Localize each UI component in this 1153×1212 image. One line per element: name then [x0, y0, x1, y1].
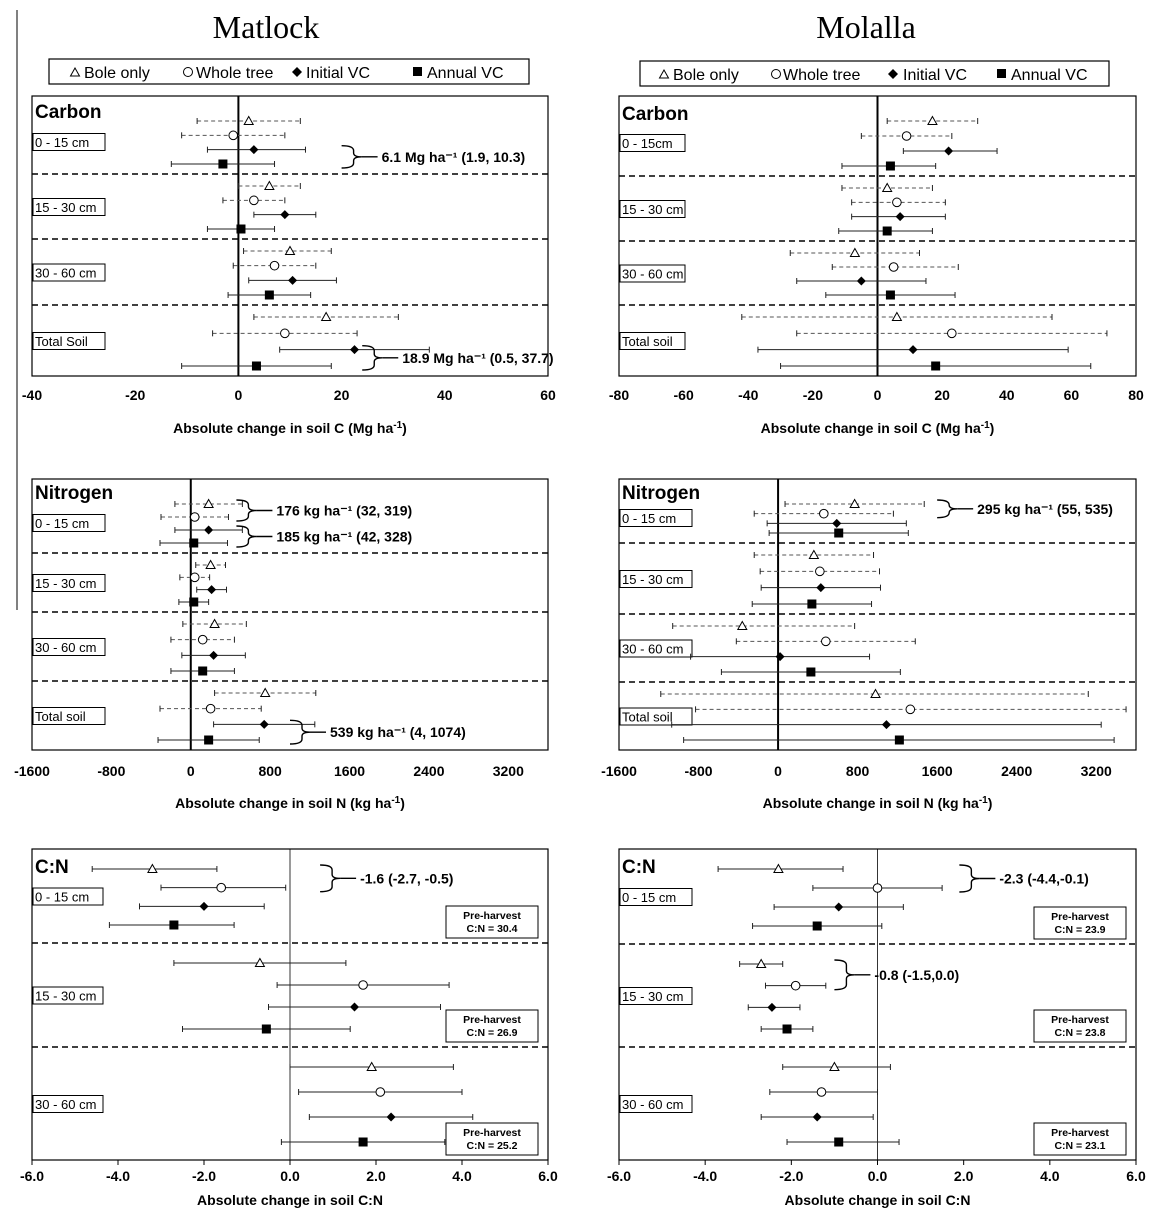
brace-bracket — [959, 865, 979, 892]
x-axis-label: Absolute change in soil C:N — [197, 1192, 383, 1208]
x-tick-label: 0.0 — [280, 1168, 300, 1184]
square-marker — [783, 1025, 792, 1034]
legend-initial-vc: Initial VC — [903, 67, 968, 84]
preharvest-value: C:N = 23.1 — [1054, 1140, 1106, 1152]
square-marker — [218, 160, 227, 169]
triangle-marker — [892, 313, 901, 321]
brace-annotation: -1.6 (-2.7, -0.5) — [360, 870, 454, 887]
diamond-marker — [350, 1003, 359, 1012]
column-title-molalla: Molalla — [816, 9, 916, 45]
plot-frame — [32, 479, 548, 750]
depth-label: 0 - 15 cm — [35, 516, 90, 531]
x-tick-label: 1600 — [333, 763, 366, 779]
diamond-marker — [767, 1003, 776, 1012]
square-marker — [813, 922, 822, 931]
diamond-marker — [350, 345, 359, 354]
triangle-marker — [261, 689, 270, 697]
x-tick-label: 2400 — [1001, 763, 1033, 779]
legend-whole-tree: Whole tree — [783, 67, 861, 84]
diamond-marker — [776, 652, 785, 661]
circle-marker — [270, 261, 279, 270]
triangle-marker — [244, 117, 253, 125]
diamond-marker — [387, 1113, 396, 1122]
square-marker — [886, 162, 895, 171]
plot-frame — [32, 96, 548, 376]
diamond-marker — [249, 145, 258, 154]
brace-annotation: 6.1 Mg ha⁻¹ (1.9, 10.3) — [381, 148, 526, 165]
diamond-marker — [204, 526, 213, 535]
x-tick-label: -2.0 — [779, 1168, 804, 1184]
depth-label: 0 - 15 cm — [35, 889, 90, 905]
circle-marker — [948, 329, 957, 338]
column-title-matlock: Matlock — [212, 9, 320, 45]
circle-marker — [820, 509, 829, 518]
legend-whole-tree: Whole tree — [196, 65, 274, 82]
diamond-marker — [280, 210, 289, 219]
x-tick-label: 2.0 — [366, 1168, 386, 1184]
diamond-marker — [288, 276, 297, 285]
diamond-marker — [816, 583, 825, 592]
depth-label: 15 - 30 cm — [35, 576, 97, 591]
diamond-marker — [909, 345, 918, 354]
brace-annotation: 176 kg ha⁻¹ (32, 319) — [276, 502, 413, 519]
circle-marker — [902, 132, 911, 141]
brace-annotation: 185 kg ha⁻¹ (42, 328) — [276, 528, 413, 545]
preharvest-value: C:N = 26.9 — [466, 1027, 518, 1039]
x-tick-label: -800 — [684, 763, 713, 779]
circle-marker — [190, 573, 199, 582]
brace-bracket — [342, 146, 362, 168]
diamond-marker — [200, 902, 209, 911]
x-tick-label: 4.0 — [1040, 1168, 1060, 1184]
x-tick-label: -800 — [97, 763, 126, 779]
x-tick-label: 60 — [540, 387, 556, 403]
x-tick-label: -6.0 — [19, 1168, 45, 1184]
depth-label: Total soil — [622, 709, 673, 725]
diamond-marker — [209, 651, 218, 660]
x-axis-label: Absolute change in soil C (Mg $ha^{-1}$) — [760, 420, 995, 436]
square-marker-icon — [413, 67, 422, 76]
depth-label: 30 - 60 cm — [622, 641, 684, 657]
brace-annotation: -0.8 (-1.5,0.0) — [874, 966, 960, 983]
x-tick-label: 20 — [333, 387, 350, 403]
preharvest-value: C:N = 23.8 — [1054, 1027, 1106, 1039]
diamond-marker — [857, 277, 866, 286]
depth-label: Total soil — [622, 334, 673, 349]
x-tick-label: -40 — [738, 387, 759, 403]
x-tick-label: -4.0 — [105, 1168, 131, 1184]
diamond-marker — [882, 720, 891, 729]
x-tick-label: 6.0 — [1126, 1168, 1146, 1184]
square-marker — [236, 225, 245, 234]
preharvest-value: C:N = 23.9 — [1054, 924, 1106, 936]
x-axis-label: Absolute change in soil N (kg $ha^{-1}$) — [762, 795, 993, 811]
circle-marker — [206, 704, 215, 713]
x-tick-label: -20 — [125, 387, 146, 403]
square-marker — [204, 736, 213, 745]
diamond-marker — [813, 1113, 822, 1122]
preharvest-label: Pre-harvest — [1051, 1014, 1109, 1026]
preharvest-label: Pre-harvest — [1051, 911, 1109, 923]
depth-label: 30 - 60 cm — [622, 1097, 684, 1112]
square-marker-icon — [997, 69, 1006, 78]
panel-title: Nitrogen — [35, 483, 114, 504]
x-tick-label: 6.0 — [538, 1168, 558, 1184]
circle-marker — [190, 513, 199, 522]
depth-label: 15 - 30 cm — [35, 200, 97, 215]
square-marker — [189, 598, 198, 607]
x-tick-label: 60 — [1063, 387, 1080, 403]
x-tick-label: 0 — [186, 763, 195, 779]
depth-label: 0 - 15 cm — [35, 135, 90, 150]
x-tick-label: 0 — [873, 387, 882, 403]
legend-bole-only: Bole only — [673, 67, 739, 84]
circle-marker — [217, 883, 226, 892]
depth-label: 30 - 60 cm — [35, 265, 97, 281]
square-marker — [189, 539, 198, 548]
x-tick-label: 20 — [934, 387, 950, 403]
triangle-marker — [265, 182, 274, 190]
preharvest-value: C:N = 30.4 — [466, 923, 518, 935]
square-marker — [931, 362, 940, 371]
circle-marker-icon — [184, 68, 193, 77]
triangle-marker — [322, 313, 331, 321]
circle-marker — [791, 981, 800, 990]
triangle-marker — [850, 249, 859, 257]
diamond-marker — [896, 212, 905, 221]
square-marker — [169, 921, 178, 930]
brace-bracket — [834, 960, 854, 990]
panel-title: Nitrogen — [622, 483, 701, 504]
x-tick-label: 0.0 — [867, 1168, 888, 1184]
x-tick-label: -2.0 — [191, 1168, 217, 1184]
circle-marker — [817, 1088, 826, 1097]
legend-bole-only: Bole only — [84, 65, 150, 82]
depth-label: Total Soil — [35, 334, 88, 349]
depth-label: 15 - 30 cm — [35, 988, 97, 1004]
square-marker — [895, 736, 904, 745]
preharvest-label: Pre-harvest — [463, 910, 521, 922]
x-tick-label: 2400 — [413, 763, 445, 779]
depth-label: 0 - 15 cm — [622, 890, 677, 905]
depth-label: Total soil — [35, 709, 86, 724]
x-tick-label: 80 — [1128, 387, 1144, 403]
x-tick-label: 3200 — [1080, 763, 1112, 779]
depth-label: 15 - 30 cm — [622, 989, 684, 1004]
legend-initial-vc: Initial VC — [306, 65, 371, 82]
square-marker — [359, 1138, 368, 1147]
x-tick-label: -60 — [673, 387, 694, 403]
x-tick-label: -1600 — [601, 763, 637, 779]
circle-marker — [906, 705, 915, 714]
circle-marker — [281, 329, 290, 338]
depth-label: 15 - 30 cm — [622, 572, 684, 587]
panel-title: Carbon — [35, 102, 102, 123]
x-tick-label: 4.0 — [452, 1168, 472, 1184]
legend-matlock — [49, 59, 529, 84]
square-marker — [252, 362, 261, 371]
brace-bracket — [320, 865, 340, 892]
x-tick-label: -1600 — [14, 763, 50, 779]
x-axis-label: Absolute change in soil C (Mg $ha^{-1}$) — [173, 420, 407, 436]
x-tick-label: 2.0 — [953, 1168, 974, 1184]
circle-marker — [893, 198, 902, 207]
x-axis-label: Absolute change in soil N (kg $ha^{-1}$) — [175, 795, 405, 811]
circle-marker — [822, 637, 831, 646]
brace-annotation: 539 kg ha⁻¹ (4, 1074) — [330, 724, 466, 741]
brace-bracket — [937, 500, 957, 518]
x-tick-label: -6.0 — [606, 1168, 632, 1184]
depth-label: 15 - 30 cm — [622, 202, 684, 217]
circle-marker — [198, 635, 207, 644]
diamond-marker — [944, 147, 953, 156]
preharvest-label: Pre-harvest — [1051, 1127, 1109, 1139]
circle-marker — [889, 263, 898, 272]
x-tick-label: -4.0 — [693, 1168, 718, 1184]
square-marker — [262, 1025, 271, 1034]
panel-title: C:N — [622, 857, 656, 878]
diamond-marker — [832, 519, 841, 528]
x-tick-label: -20 — [802, 387, 823, 403]
triangle-marker — [206, 561, 215, 569]
square-marker — [807, 600, 816, 609]
brace-bracket — [236, 500, 256, 521]
panel-title: C:N — [35, 857, 69, 878]
panel-title: Carbon — [622, 104, 689, 125]
square-marker — [834, 529, 843, 538]
square-marker — [883, 227, 892, 236]
depth-label: 30 - 60 cm — [35, 1097, 97, 1112]
circle-marker — [376, 1088, 385, 1097]
legend-annual-vc: Annual VC — [427, 65, 504, 82]
brace-annotation: -2.3 (-4.4,-0.1) — [999, 870, 1089, 887]
x-tick-label: 800 — [845, 763, 870, 779]
circle-marker — [229, 131, 238, 140]
diamond-marker — [834, 903, 843, 912]
depth-label: 0 - 15cm — [622, 136, 673, 151]
brace-annotation: 18.9 Mg ha⁻¹ (0.5, 37.7) — [402, 349, 554, 366]
x-tick-label: -40 — [21, 387, 43, 403]
circle-marker — [250, 196, 259, 205]
depth-label: 30 - 60 cm — [622, 266, 684, 282]
x-tick-label: -80 — [608, 387, 630, 403]
brace-bracket — [236, 526, 256, 547]
x-tick-label: 40 — [437, 387, 453, 403]
square-marker — [834, 1138, 843, 1147]
legend-molalla — [640, 61, 1109, 86]
x-tick-label: 800 — [258, 763, 282, 779]
circle-marker — [359, 981, 368, 990]
square-marker — [265, 291, 274, 300]
preharvest-label: Pre-harvest — [463, 1014, 521, 1026]
circle-marker — [873, 884, 882, 893]
brace-annotation: 295 kg ha⁻¹ (55, 535) — [977, 500, 1113, 517]
depth-label: 0 - 15 cm — [622, 511, 677, 526]
preharvest-value: C:N = 25.2 — [466, 1140, 518, 1152]
x-tick-label: 0 — [234, 387, 243, 403]
x-tick-label: 3200 — [492, 763, 524, 779]
circle-marker — [816, 567, 825, 576]
depth-label: 30 - 60 cm — [35, 640, 97, 655]
preharvest-label: Pre-harvest — [463, 1127, 521, 1139]
square-marker — [886, 291, 895, 300]
diamond-marker — [207, 585, 216, 594]
square-marker — [198, 667, 207, 676]
x-tick-label: 40 — [998, 387, 1015, 403]
square-marker — [806, 668, 815, 677]
legend-annual-vc: Annual VC — [1011, 67, 1088, 84]
diamond-marker — [260, 720, 269, 729]
x-axis-label: Absolute change in soil C:N — [784, 1192, 971, 1208]
circle-marker-icon — [772, 70, 781, 79]
x-tick-label: 1600 — [921, 763, 953, 779]
x-tick-label: 0 — [774, 763, 782, 779]
